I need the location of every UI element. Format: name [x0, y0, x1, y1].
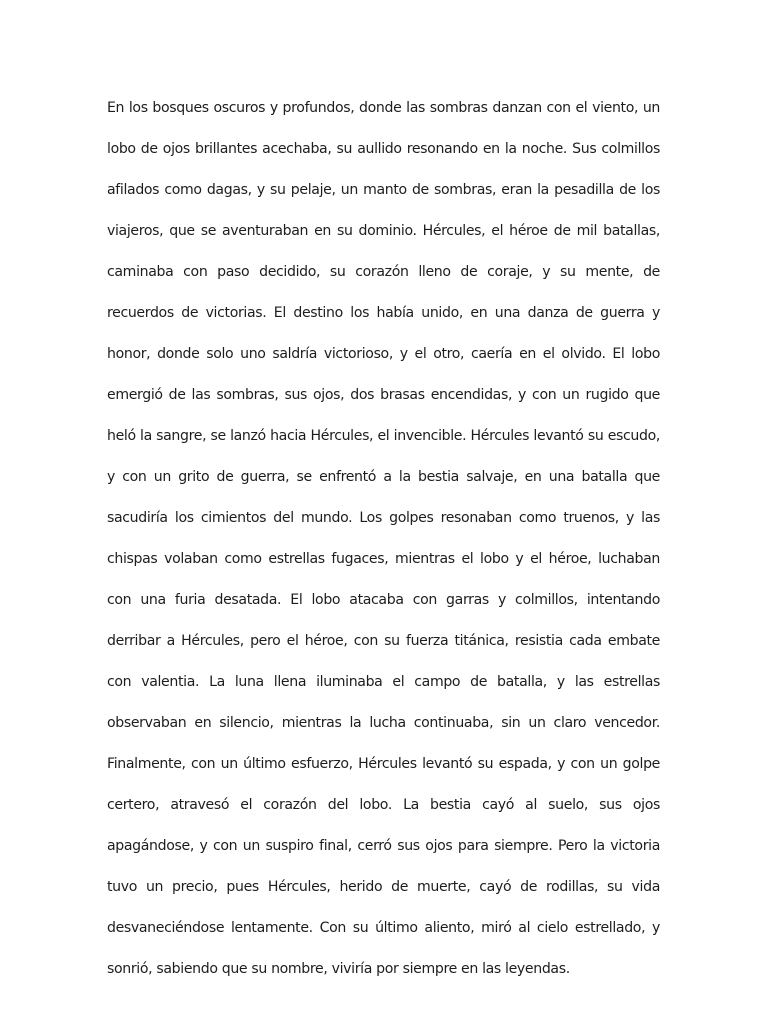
body-paragraph: En los bosques oscuros y profundos, donde las sombras danzan con el viento, un lobo de ojos brillantes acechaba, su aullido resonando en la noche. Sus colmillos afilados como dagas, y su pelaje, un manto de sombras, eran la pesadilla de los viajeros, que se aventuraban en su dominio. Hércules, el héroe de mil batallas, caminaba con paso decidido, su corazón lleno de coraje, y su mente, de recuerdos de victorias. El destino los había unido, en una danza de guerra y honor, donde solo uno saldría victorioso, y el otro, caería en el olvido. El lobo emergió de las sombras, sus ojos, dos brasas encendidas, y con un rugido que heló la sangre, se lanzó hacia Hércules, el invencible. Hércules levantó su escudo, y con un grito de guerra, se enfrentó a la bestia salvaje, en una batalla que sacudiría los cimientos del mundo. Los golpes resonaban como truenos, y las chispas volaban como estrellas fugaces, mientras el lobo y el héroe, luchaban con una furia desatada. El lobo atacaba con garras y colmillos, intentando derribar a Hércules, pero el héroe, con su fuerza titánica, resistia cada embate con valentia. La luna llena iluminaba el campo de batalla, y las estrellas observaban en silencio, mientras la lucha continuaba, sin un claro vencedor. Finalmente, con un último esfuerzo, Hércules levantó su espada, y con un golpe certero, atravesó el corazón del lobo. La bestia cayó al suelo, sus ojos apagándose, y con un suspiro final, cerró sus ojos para siempre. Pero la victoria tuvo un precio, pues Hércules, herido de muerte, cayó de rodillas, su vida desvaneciéndose lentamente. Con su último aliento, miró al cielo estrellado, y sonrió, sabiendo que su nombre, viviría por siempre en las leyendas. [107, 100, 660, 977]
